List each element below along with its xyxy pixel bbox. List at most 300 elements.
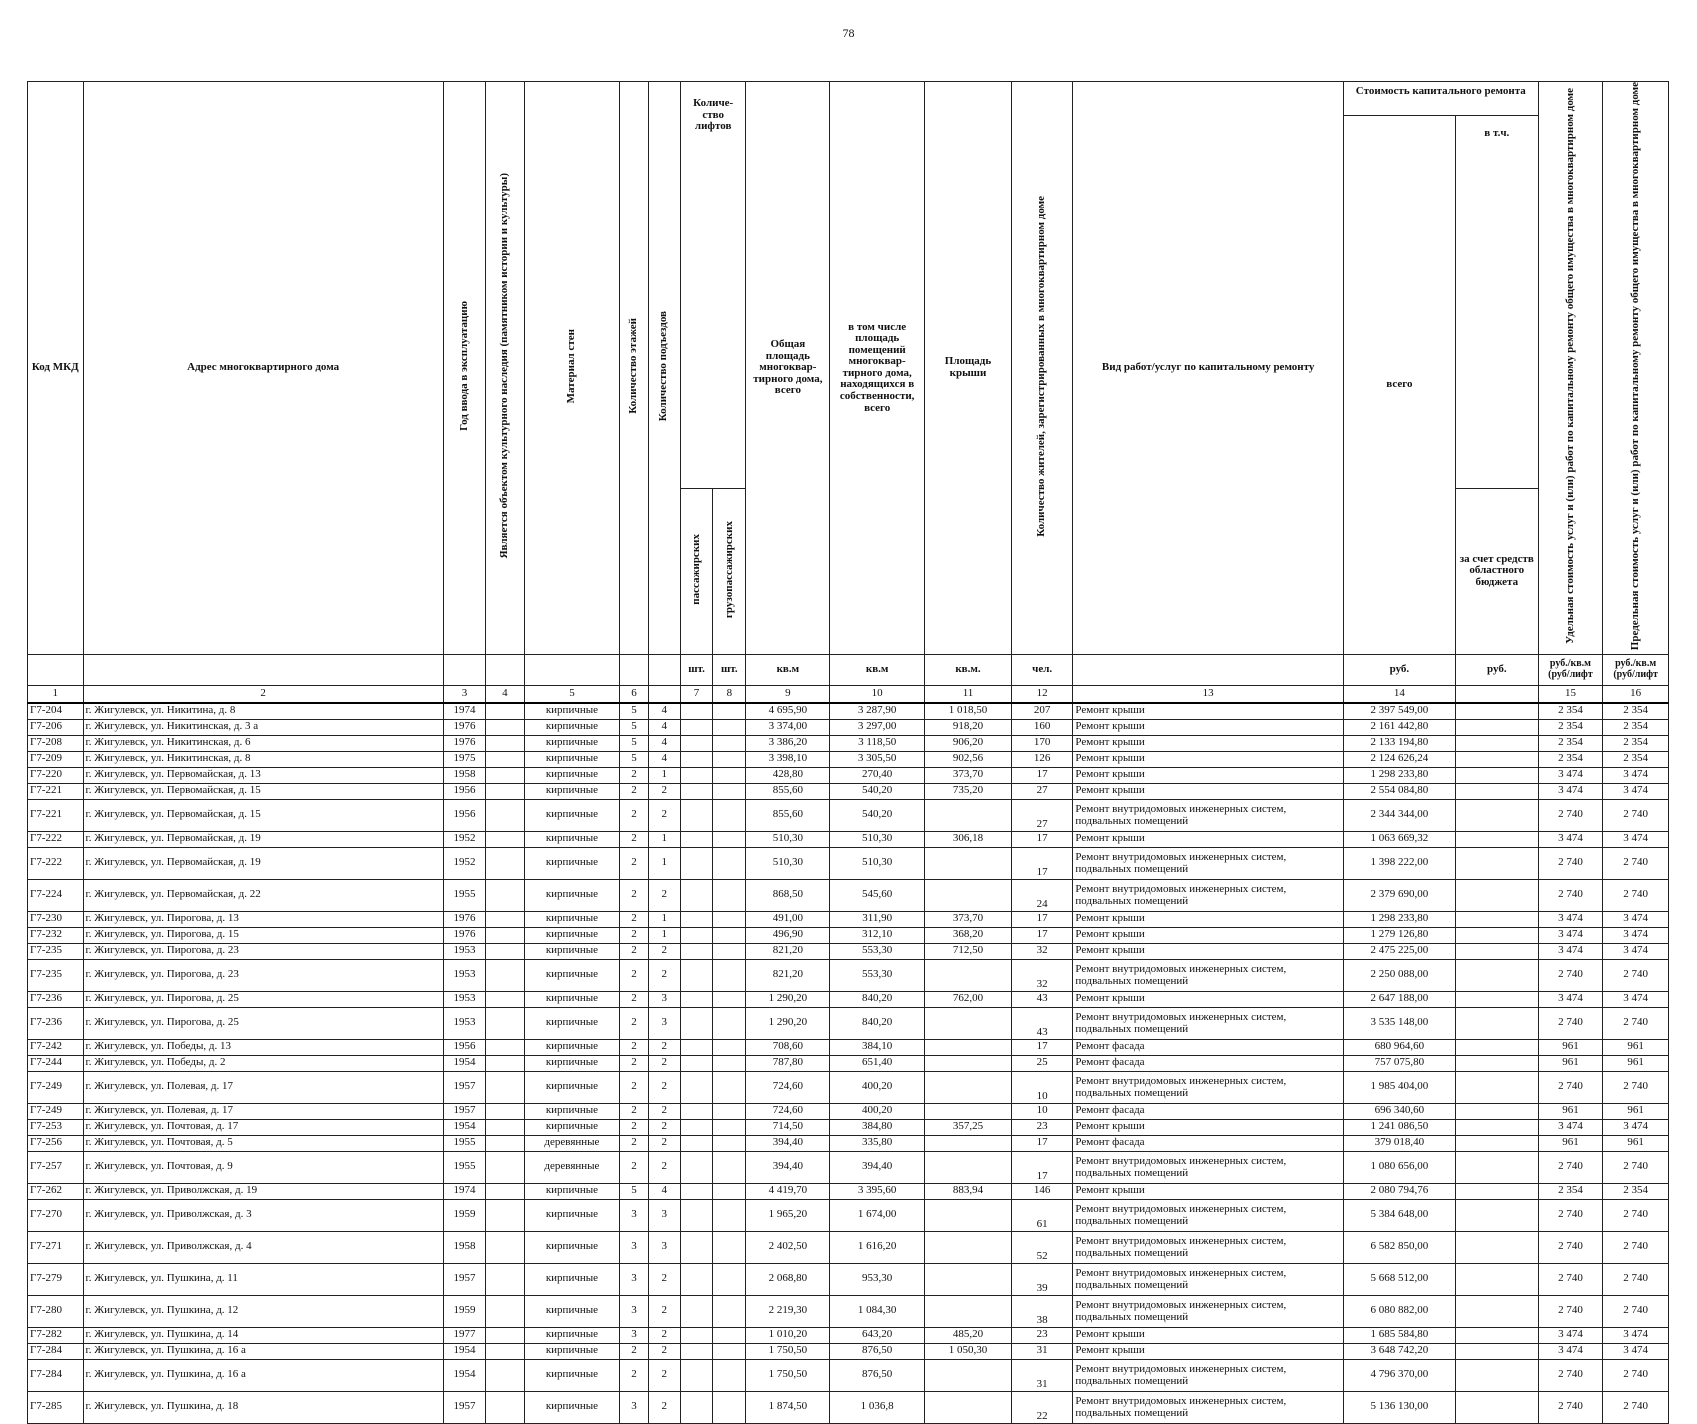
cell-roof-area bbox=[925, 1103, 1012, 1119]
cell-year: 1959 bbox=[443, 1295, 485, 1327]
table-row bbox=[28, 911, 1669, 927]
cell-work-type: Ремонт внутридомовых инженерных систем, подвальных помещений bbox=[1073, 1391, 1343, 1423]
cell-roof-area bbox=[925, 879, 1012, 911]
cell-cost-total: 2 161 442,80 bbox=[1343, 719, 1455, 735]
cell-cost-total: 6 582 850,00 bbox=[1343, 1231, 1455, 1263]
cell-max-cost: 961 bbox=[1603, 1055, 1669, 1071]
cell-total-area: 787,80 bbox=[746, 1055, 830, 1071]
cell-residents: 43 bbox=[1011, 991, 1073, 1007]
cell-regional-budget bbox=[1455, 1119, 1538, 1135]
cell-address: г. Жигулевск, ул. Первомайская, д. 19 bbox=[83, 831, 443, 847]
header-passenger-lifts: пассажирских bbox=[680, 488, 712, 654]
cell-max-cost: 3 474 bbox=[1603, 1343, 1669, 1359]
cell-passenger-lifts bbox=[680, 1391, 712, 1423]
cell-regional-budget bbox=[1455, 927, 1538, 943]
cell-heritage bbox=[486, 831, 524, 847]
cell-total-area: 1 750,50 bbox=[746, 1359, 830, 1391]
cell-work-type: Ремонт внутридомовых инженерных систем, подвальных помещений bbox=[1073, 1295, 1343, 1327]
cell-total-area: 1 290,20 bbox=[746, 991, 830, 1007]
cell-freight-lifts bbox=[713, 911, 746, 927]
cell-work-type: Ремонт крыши bbox=[1073, 719, 1343, 735]
cell-year: 1955 bbox=[443, 1135, 485, 1151]
cell-total-area: 855,60 bbox=[746, 783, 830, 799]
cell-residents: 32 bbox=[1011, 943, 1073, 959]
cell-address: г. Жигулевск, ул. Первомайская, д. 19 bbox=[83, 847, 443, 879]
cell-regional-budget bbox=[1455, 799, 1538, 831]
cell-heritage bbox=[486, 1199, 524, 1231]
cell-entrances: 4 bbox=[648, 719, 680, 735]
cell-year: 1954 bbox=[443, 1055, 485, 1071]
cell-entrances: 4 bbox=[648, 1183, 680, 1199]
cell-total-area: 724,60 bbox=[746, 1103, 830, 1119]
cell-residents: 31 bbox=[1011, 1359, 1073, 1391]
column-number: 7 bbox=[680, 685, 712, 703]
cell-wall-material: кирпичные bbox=[524, 799, 620, 831]
cell-passenger-lifts bbox=[680, 1295, 712, 1327]
cell-wall-material: кирпичные bbox=[524, 943, 620, 959]
cell-owned-area: 1 084,30 bbox=[830, 1295, 925, 1327]
cell-total-area: 510,30 bbox=[746, 847, 830, 879]
cell-passenger-lifts bbox=[680, 1007, 712, 1039]
table-row bbox=[28, 1391, 1669, 1423]
cell-freight-lifts bbox=[713, 879, 746, 911]
cell-unit-cost: 3 474 bbox=[1538, 991, 1603, 1007]
cell-total-area: 1 874,50 bbox=[746, 1391, 830, 1423]
cell-work-type: Ремонт внутридомовых инженерных систем, подвальных помещений bbox=[1073, 959, 1343, 991]
cell-year: 1953 bbox=[443, 943, 485, 959]
cell-cost-total: 1 279 126,80 bbox=[1343, 927, 1455, 943]
cell-wall-material: кирпичные bbox=[524, 783, 620, 799]
cell-heritage bbox=[486, 847, 524, 879]
cell-unit-cost: 2 740 bbox=[1538, 1359, 1603, 1391]
cell-heritage bbox=[486, 1135, 524, 1151]
cell-freight-lifts bbox=[713, 1327, 746, 1343]
cell-max-cost: 2 354 bbox=[1603, 751, 1669, 767]
cell-wall-material: кирпичные bbox=[524, 911, 620, 927]
cell-freight-lifts bbox=[713, 943, 746, 959]
cell-address: г. Жигулевск, ул. Пушкина, д. 14 bbox=[83, 1327, 443, 1343]
cell-residents: 24 bbox=[1011, 879, 1073, 911]
cell-unit-cost: 2 740 bbox=[1538, 1007, 1603, 1039]
cell-entrances: 2 bbox=[648, 1327, 680, 1343]
cell-max-cost: 3 474 bbox=[1603, 1327, 1669, 1343]
cell-residents: 22 bbox=[1011, 1391, 1073, 1423]
cell-heritage bbox=[486, 1071, 524, 1103]
cell-regional-budget bbox=[1455, 1039, 1538, 1055]
header-entrances: Количество подъездов bbox=[648, 82, 680, 655]
cell-cost-total: 2 475 225,00 bbox=[1343, 943, 1455, 959]
cell-regional-budget bbox=[1455, 1263, 1538, 1295]
cell-work-type: Ремонт крыши bbox=[1073, 703, 1343, 720]
cell-work-type: Ремонт крыши bbox=[1073, 751, 1343, 767]
cell-floors: 3 bbox=[620, 1199, 648, 1231]
cell-roof-area: 306,18 bbox=[925, 831, 1012, 847]
cell-freight-lifts bbox=[713, 1007, 746, 1039]
cell-code: Г7-222 bbox=[28, 847, 84, 879]
cell-regional-budget bbox=[1455, 879, 1538, 911]
cell-max-cost: 2 740 bbox=[1603, 1151, 1669, 1183]
cell-residents: 23 bbox=[1011, 1327, 1073, 1343]
cell-entrances: 4 bbox=[648, 703, 680, 720]
cell-residents: 23 bbox=[1011, 1119, 1073, 1135]
cell-residents: 17 bbox=[1011, 911, 1073, 927]
cell-entrances: 2 bbox=[648, 1103, 680, 1119]
cell-wall-material: кирпичные bbox=[524, 847, 620, 879]
cell-entrances: 2 bbox=[648, 1119, 680, 1135]
cell-owned-area: 540,20 bbox=[830, 799, 925, 831]
cell-floors: 3 bbox=[620, 1295, 648, 1327]
unit-unit-cost: руб./кв.м (руб/лифт bbox=[1538, 654, 1603, 685]
cell-total-area: 2 068,80 bbox=[746, 1263, 830, 1295]
cell-regional-budget bbox=[1455, 1295, 1538, 1327]
cell-wall-material: кирпичные bbox=[524, 1199, 620, 1231]
cell-total-area: 428,80 bbox=[746, 767, 830, 783]
cell-passenger-lifts bbox=[680, 1343, 712, 1359]
cell-wall-material: кирпичные bbox=[524, 767, 620, 783]
cell-max-cost: 3 474 bbox=[1603, 943, 1669, 959]
cell-residents: 17 bbox=[1011, 767, 1073, 783]
cell-freight-lifts bbox=[713, 1071, 746, 1103]
table-row bbox=[28, 1327, 1669, 1343]
cell-regional-budget bbox=[1455, 911, 1538, 927]
capital-repair-table bbox=[27, 81, 1669, 1424]
cell-roof-area bbox=[925, 1071, 1012, 1103]
cell-regional-budget bbox=[1455, 1231, 1538, 1263]
cell-entrances: 2 bbox=[648, 1343, 680, 1359]
table-row bbox=[28, 1263, 1669, 1295]
cell-max-cost: 2 740 bbox=[1603, 1071, 1669, 1103]
cell-year: 1952 bbox=[443, 831, 485, 847]
cell-cost-total: 1 063 669,32 bbox=[1343, 831, 1455, 847]
cell-passenger-lifts bbox=[680, 1135, 712, 1151]
cell-unit-cost: 2 740 bbox=[1538, 1199, 1603, 1231]
cell-address: г. Жигулевск, ул. Приволжская, д. 4 bbox=[83, 1231, 443, 1263]
cell-passenger-lifts bbox=[680, 1327, 712, 1343]
cell-floors: 2 bbox=[620, 1071, 648, 1103]
cell-passenger-lifts bbox=[680, 1103, 712, 1119]
cell-freight-lifts bbox=[713, 1295, 746, 1327]
cell-total-area: 2 219,30 bbox=[746, 1295, 830, 1327]
cell-entrances: 4 bbox=[648, 735, 680, 751]
cell-floors: 2 bbox=[620, 831, 648, 847]
cell-residents: 17 bbox=[1011, 831, 1073, 847]
cell-floors: 2 bbox=[620, 879, 648, 911]
cell-regional-budget bbox=[1455, 703, 1538, 720]
cell-regional-budget bbox=[1455, 1391, 1538, 1423]
cell-max-cost: 2 740 bbox=[1603, 799, 1669, 831]
cell-roof-area: 373,70 bbox=[925, 767, 1012, 783]
cell-code: Г7-257 bbox=[28, 1151, 84, 1183]
cell-heritage bbox=[486, 1263, 524, 1295]
cell-work-type: Ремонт внутридомовых инженерных систем, подвальных помещений bbox=[1073, 1071, 1343, 1103]
header-work-type: Вид работ/услуг по капитальному ремонту bbox=[1073, 82, 1343, 655]
cell-heritage bbox=[486, 1391, 524, 1423]
cell-wall-material: кирпичные bbox=[524, 1007, 620, 1039]
cell-max-cost: 3 474 bbox=[1603, 783, 1669, 799]
cell-freight-lifts bbox=[713, 719, 746, 735]
cell-entrances: 2 bbox=[648, 799, 680, 831]
cell-heritage bbox=[486, 703, 524, 720]
cell-address: г. Жигулевск, ул. Почтовая, д. 5 bbox=[83, 1135, 443, 1151]
cell-unit-cost: 961 bbox=[1538, 1135, 1603, 1151]
cell-work-type: Ремонт крыши bbox=[1073, 991, 1343, 1007]
header-year: Год ввода в эксплуатацию bbox=[443, 82, 485, 655]
cell-residents: 10 bbox=[1011, 1071, 1073, 1103]
table-row bbox=[28, 751, 1669, 767]
cell-year: 1953 bbox=[443, 959, 485, 991]
cell-passenger-lifts bbox=[680, 1151, 712, 1183]
cell-regional-budget bbox=[1455, 1199, 1538, 1231]
cell-code: Г7-249 bbox=[28, 1071, 84, 1103]
cell-roof-area: 485,20 bbox=[925, 1327, 1012, 1343]
cell-owned-area: 384,10 bbox=[830, 1039, 925, 1055]
cell-freight-lifts bbox=[713, 783, 746, 799]
cell-max-cost: 961 bbox=[1603, 1039, 1669, 1055]
cell-regional-budget bbox=[1455, 1359, 1538, 1391]
table-row bbox=[28, 1039, 1669, 1055]
cell-passenger-lifts bbox=[680, 751, 712, 767]
cell-year: 1976 bbox=[443, 719, 485, 735]
table-row bbox=[28, 735, 1669, 751]
cell-regional-budget bbox=[1455, 783, 1538, 799]
cell-roof-area bbox=[925, 1039, 1012, 1055]
cell-max-cost: 3 474 bbox=[1603, 991, 1669, 1007]
cell-regional-budget bbox=[1455, 719, 1538, 735]
cell-year: 1957 bbox=[443, 1263, 485, 1295]
cell-unit-cost: 2 740 bbox=[1538, 799, 1603, 831]
cell-total-area: 394,40 bbox=[746, 1151, 830, 1183]
cell-year: 1956 bbox=[443, 783, 485, 799]
cell-entrances: 2 bbox=[648, 943, 680, 959]
cell-work-type: Ремонт крыши bbox=[1073, 1327, 1343, 1343]
cell-heritage bbox=[486, 1231, 524, 1263]
cell-regional-budget bbox=[1455, 1135, 1538, 1151]
cell-heritage bbox=[486, 799, 524, 831]
cell-total-area: 714,50 bbox=[746, 1119, 830, 1135]
cell-owned-area: 553,30 bbox=[830, 943, 925, 959]
cell-wall-material: кирпичные bbox=[524, 735, 620, 751]
cell-owned-area: 651,40 bbox=[830, 1055, 925, 1071]
cell-heritage bbox=[486, 1103, 524, 1119]
cell-roof-area: 902,56 bbox=[925, 751, 1012, 767]
cell-regional-budget bbox=[1455, 1055, 1538, 1071]
cell-freight-lifts bbox=[713, 1151, 746, 1183]
cell-code: Г7-244 bbox=[28, 1055, 84, 1071]
cell-address: г. Жигулевск, ул. Первомайская, д. 15 bbox=[83, 783, 443, 799]
cell-owned-area: 384,80 bbox=[830, 1119, 925, 1135]
cell-freight-lifts bbox=[713, 1103, 746, 1119]
cell-work-type: Ремонт фасада bbox=[1073, 1055, 1343, 1071]
cell-wall-material: кирпичные bbox=[524, 1391, 620, 1423]
cell-total-area: 510,30 bbox=[746, 831, 830, 847]
cell-unit-cost: 3 474 bbox=[1538, 927, 1603, 943]
cell-work-type: Ремонт внутридомовых инженерных систем, подвальных помещений bbox=[1073, 1359, 1343, 1391]
cell-total-area: 4 419,70 bbox=[746, 1183, 830, 1199]
cell-code: Г7-236 bbox=[28, 991, 84, 1007]
cell-entrances: 2 bbox=[648, 783, 680, 799]
column-number: 16 bbox=[1603, 685, 1669, 703]
cell-heritage bbox=[486, 943, 524, 959]
cell-owned-area: 876,50 bbox=[830, 1343, 925, 1359]
cell-cost-total: 1 241 086,50 bbox=[1343, 1119, 1455, 1135]
cell-code: Г7-271 bbox=[28, 1231, 84, 1263]
cell-freight-lifts bbox=[713, 991, 746, 1007]
cell-floors: 2 bbox=[620, 783, 648, 799]
cell-total-area: 855,60 bbox=[746, 799, 830, 831]
cell-year: 1955 bbox=[443, 879, 485, 911]
cell-cost-total: 680 964,60 bbox=[1343, 1039, 1455, 1055]
header-wall-material: Материал стен bbox=[524, 82, 620, 655]
table-row bbox=[28, 991, 1669, 1007]
cell-residents: 27 bbox=[1011, 783, 1073, 799]
cell-floors: 3 bbox=[620, 1327, 648, 1343]
cell-work-type: Ремонт внутридомовых инженерных систем, подвальных помещений bbox=[1073, 1007, 1343, 1039]
cell-roof-area bbox=[925, 1359, 1012, 1391]
cell-total-area: 1 290,20 bbox=[746, 1007, 830, 1039]
cell-floors: 5 bbox=[620, 735, 648, 751]
cell-total-area: 496,90 bbox=[746, 927, 830, 943]
cell-max-cost: 2 740 bbox=[1603, 879, 1669, 911]
cell-roof-area: 1 018,50 bbox=[925, 703, 1012, 720]
cell-owned-area: 1 616,20 bbox=[830, 1231, 925, 1263]
cell-heritage bbox=[486, 927, 524, 943]
cell-regional-budget bbox=[1455, 1151, 1538, 1183]
cell-total-area: 394,40 bbox=[746, 1135, 830, 1151]
cell-regional-budget bbox=[1455, 1183, 1538, 1199]
cell-entrances: 2 bbox=[648, 879, 680, 911]
cell-address: г. Жигулевск, ул. Пирогова, д. 13 bbox=[83, 911, 443, 927]
cell-entrances: 4 bbox=[648, 751, 680, 767]
cell-floors: 2 bbox=[620, 911, 648, 927]
cell-cost-total: 2 379 690,00 bbox=[1343, 879, 1455, 911]
cell-floors: 2 bbox=[620, 1343, 648, 1359]
cell-residents: 25 bbox=[1011, 1055, 1073, 1071]
cell-unit-cost: 2 740 bbox=[1538, 959, 1603, 991]
cell-code: Г7-209 bbox=[28, 751, 84, 767]
cell-roof-area: 735,20 bbox=[925, 783, 1012, 799]
cell-residents: 52 bbox=[1011, 1231, 1073, 1263]
table-row bbox=[28, 767, 1669, 783]
cell-code: Г7-230 bbox=[28, 911, 84, 927]
cell-freight-lifts bbox=[713, 1055, 746, 1071]
cell-roof-area bbox=[925, 1055, 1012, 1071]
cell-code: Г7-284 bbox=[28, 1359, 84, 1391]
cell-work-type: Ремонт фасада bbox=[1073, 1039, 1343, 1055]
cell-roof-area: 712,50 bbox=[925, 943, 1012, 959]
cell-owned-area: 400,20 bbox=[830, 1071, 925, 1103]
column-number: 9 bbox=[746, 685, 830, 703]
cell-unit-cost: 3 474 bbox=[1538, 911, 1603, 927]
cell-unit-cost: 2 740 bbox=[1538, 1295, 1603, 1327]
cell-year: 1974 bbox=[443, 703, 485, 720]
cell-address: г. Жигулевск, ул. Почтовая, д. 9 bbox=[83, 1151, 443, 1183]
cell-address: г. Жигулевск, ул. Почтовая, д. 17 bbox=[83, 1119, 443, 1135]
cell-owned-area: 840,20 bbox=[830, 991, 925, 1007]
cell-wall-material: кирпичные bbox=[524, 1119, 620, 1135]
cell-freight-lifts bbox=[713, 703, 746, 720]
cell-floors: 2 bbox=[620, 1119, 648, 1135]
cell-floors: 5 bbox=[620, 719, 648, 735]
cell-cost-total: 5 136 130,00 bbox=[1343, 1391, 1455, 1423]
cell-floors: 2 bbox=[620, 1359, 648, 1391]
cell-code: Г7-220 bbox=[28, 767, 84, 783]
table-row bbox=[28, 959, 1669, 991]
table-row bbox=[28, 719, 1669, 735]
cell-passenger-lifts bbox=[680, 1039, 712, 1055]
cell-residents: 31 bbox=[1011, 1343, 1073, 1359]
cell-cost-total: 1 398 222,00 bbox=[1343, 847, 1455, 879]
cell-cost-total: 6 080 882,00 bbox=[1343, 1295, 1455, 1327]
cell-heritage bbox=[486, 879, 524, 911]
cell-owned-area: 553,30 bbox=[830, 959, 925, 991]
cell-heritage bbox=[486, 1343, 524, 1359]
cell-wall-material: кирпичные bbox=[524, 991, 620, 1007]
cell-address: г. Жигулевск, ул. Никитина, д. 8 bbox=[83, 703, 443, 720]
column-number: 3 bbox=[443, 685, 485, 703]
cell-roof-area bbox=[925, 1295, 1012, 1327]
cell-wall-material: кирпичные bbox=[524, 1103, 620, 1119]
cell-freight-lifts bbox=[713, 1263, 746, 1295]
cell-unit-cost: 2 740 bbox=[1538, 1391, 1603, 1423]
cell-heritage bbox=[486, 1295, 524, 1327]
cell-work-type: Ремонт крыши bbox=[1073, 1183, 1343, 1199]
column-number: 13 bbox=[1073, 685, 1343, 703]
cell-work-type: Ремонт крыши bbox=[1073, 767, 1343, 783]
cell-code: Г7-236 bbox=[28, 1007, 84, 1039]
table-row bbox=[28, 1103, 1669, 1119]
cell-passenger-lifts bbox=[680, 783, 712, 799]
cell-entrances: 3 bbox=[648, 991, 680, 1007]
cell-address: г. Жигулевск, ул. Пушкина, д. 11 bbox=[83, 1263, 443, 1295]
cell-heritage bbox=[486, 751, 524, 767]
cell-work-type: Ремонт крыши bbox=[1073, 735, 1343, 751]
cell-wall-material: кирпичные bbox=[524, 1263, 620, 1295]
cell-work-type: Ремонт крыши bbox=[1073, 911, 1343, 927]
cell-year: 1955 bbox=[443, 1151, 485, 1183]
cell-work-type: Ремонт внутридомовых инженерных систем, подвальных помещений bbox=[1073, 1231, 1343, 1263]
cell-regional-budget bbox=[1455, 831, 1538, 847]
cell-max-cost: 2 740 bbox=[1603, 1391, 1669, 1423]
cell-code: Г7-235 bbox=[28, 943, 84, 959]
cell-address: г. Жигулевск, ул. Пирогова, д. 23 bbox=[83, 943, 443, 959]
cell-max-cost: 2 740 bbox=[1603, 1199, 1669, 1231]
cell-passenger-lifts bbox=[680, 719, 712, 735]
header-address: Адрес многоквартирного дома bbox=[83, 82, 443, 655]
cell-code: Г7-262 bbox=[28, 1183, 84, 1199]
cell-entrances: 1 bbox=[648, 847, 680, 879]
cell-passenger-lifts bbox=[680, 911, 712, 927]
cell-code: Г7-270 bbox=[28, 1199, 84, 1231]
cell-passenger-lifts bbox=[680, 1199, 712, 1231]
table-header bbox=[28, 82, 1669, 703]
cell-code: Г7-242 bbox=[28, 1039, 84, 1055]
cell-residents: 170 bbox=[1011, 735, 1073, 751]
cell-owned-area: 3 118,50 bbox=[830, 735, 925, 751]
cell-cost-total: 2 124 626,24 bbox=[1343, 751, 1455, 767]
table-row bbox=[28, 1183, 1669, 1199]
cell-roof-area bbox=[925, 847, 1012, 879]
cell-work-type: Ремонт внутридомовых инженерных систем, подвальных помещений bbox=[1073, 847, 1343, 879]
cell-work-type: Ремонт крыши bbox=[1073, 1343, 1343, 1359]
cell-year: 1975 bbox=[443, 751, 485, 767]
cell-max-cost: 2 740 bbox=[1603, 1359, 1669, 1391]
cell-address: г. Жигулевск, ул. Никитинская, д. 3 а bbox=[83, 719, 443, 735]
cell-cost-total: 2 397 549,00 bbox=[1343, 703, 1455, 720]
cell-freight-lifts bbox=[713, 959, 746, 991]
cell-year: 1958 bbox=[443, 1231, 485, 1263]
cell-wall-material: кирпичные bbox=[524, 719, 620, 735]
cell-floors: 2 bbox=[620, 1151, 648, 1183]
